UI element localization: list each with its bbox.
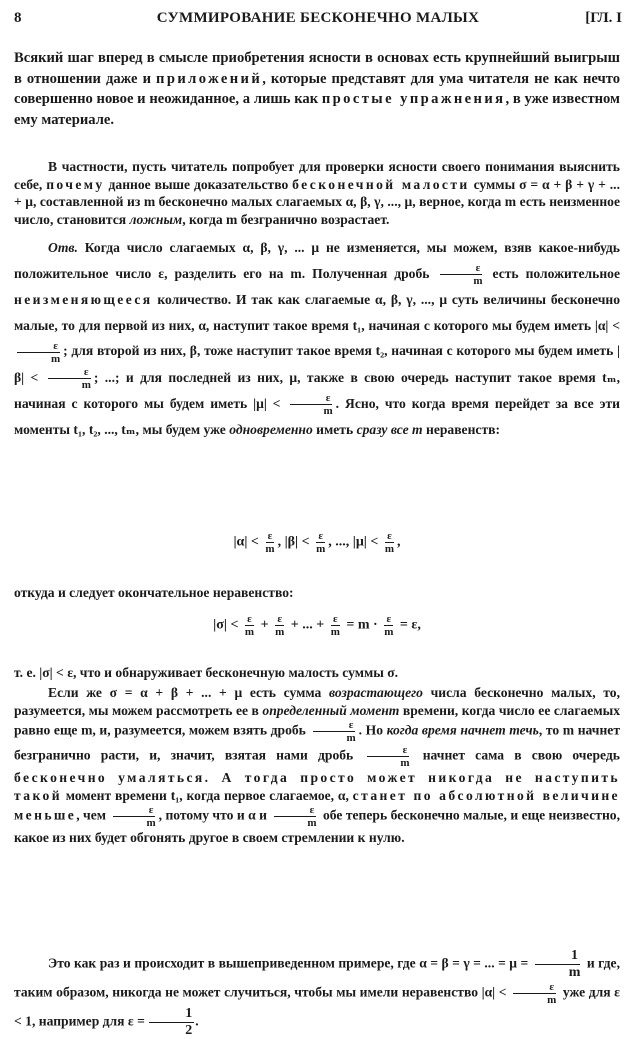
- paragraph-1: Всякий шаг вперед в смысле приобретения ясности в основах есть крупнейший выигрыш в отношении даже и приложений, которые представят для ума читателя не как нечто совершенно новое и неожиданное, а лишь как простые упражнения, в уже известном ему материале.: [14, 50, 620, 128]
- running-title: СУММИРОВАНИЕ БЕСКОНЕЧНО МАЛЫХ: [156, 10, 480, 26]
- spaced-text: станет по абсолютной величине меньше: [14, 787, 620, 823]
- fraction-one-half: $\frac{1}{2}$: [149, 1006, 194, 1039]
- spaced-text: бесконечной малости: [292, 176, 470, 192]
- fraction-eps-m: $\frac{\varepsilon}{m}$: [330, 613, 340, 638]
- italic-text: когда время начнет течь: [386, 722, 539, 738]
- paragraph-3-answer: Отв. Когда число слагаемых α, β, γ, ... μ не изменяется, мы можем, взяв какое-нибудь положительное число ε, разделить его на m. Полученная дробь $\frac{\varepsilon}{m}$ есть положительное неизменяющееся количество. И так как слагаемые α, β, γ, ..., μ суть величины бесконечно малые, то для первой из них, α, наступит такое время t₁, начиная с которого мы будем иметь |α| < $\frac{\varepsilon}{m}$ ; для второй из них, β, тоже наступит такое время t₂, начиная с которого мы будем иметь |β| < $\frac{\varepsilon}{m}$ ; ...; и для последней из них, μ, также в свою очередь наступит такое время tₘ, начиная с которого мы будем иметь |μ| < $\frac{\varepsilon}{m}$ . Ясно, что когда время перейдет за все эти моменты t₁, t₂, ..., tₘ, мы будем уже одновременно иметь сразу все m неравенств:: [14, 240, 621, 438]
- fraction-one-over-m: $\frac{1}{m}$: [533, 948, 583, 981]
- fraction-eps-m: $\frac{\varepsilon}{m}$: [110, 804, 157, 829]
- text-line: откуда и следует окончательное неравенство:: [14, 585, 294, 600]
- answer-label: Отв.: [48, 240, 78, 255]
- fraction-eps-m: $\frac{\varepsilon}{m}$: [288, 392, 335, 417]
- fraction-eps-m: $\frac{\varepsilon}{m}$: [265, 530, 275, 555]
- spaced-text: неизменяющееся: [14, 291, 153, 307]
- chapter-label: [ГЛ. I: [585, 10, 622, 26]
- italic-text: сразу все m: [356, 422, 423, 438]
- page-number: 8: [14, 10, 22, 26]
- fraction-eps-m: $\frac{\varepsilon}{m}$: [384, 613, 394, 638]
- paragraph-4: Если же σ = α + β + ... + μ есть сумма возрастающего числа бесконечно малых, то, разумеется, мы можем рассмотреть ее в определенный момент времени, когда число ее слагаемых равно еще m, и, разумеется, можем взять дробь $\frac{\varepsilon}{m}$ . Но когда время начнет течь, то m начнет безгранично расти, и, значит, взятая нами дробь $\frac{\varepsilon}{m}$ начнет сама в свою очередь бесконечно умаляться. А тогда просто может никогда не наступить такой момент времени t₁, когда первое слагаемое, α, станет по абсолютной величине меньше, чем $\frac{\varepsilon}{m}$ , потому что и α и $\frac{\varepsilon}{m}$ обе теперь бесконечно малые, и еще неизвестно, какое из них будет обгонять другое в своем стремлении к нулю.: [14, 685, 621, 846]
- formula-inequalities: |α| < $\frac{\varepsilon}{m}$ , |β| < $\frac{\varepsilon}{m}$ , ..., |μ| < $\frac{\varepsilon}{m}$ ,: [233, 530, 401, 555]
- fraction-eps-m: $\frac{\varepsilon}{m}$: [275, 613, 285, 638]
- spaced-text: приложений: [156, 70, 263, 87]
- italic-text: ложным: [129, 211, 183, 227]
- fraction-eps-m: $\frac{\varepsilon}{m}$: [384, 530, 395, 555]
- fraction-eps-m: $\frac{\varepsilon}{m}$: [437, 262, 484, 287]
- fraction-eps-m: $\frac{\varepsilon}{m}$: [15, 340, 62, 365]
- text-line: т. е. |σ| < ε, что и обнаруживает бесконечную малость суммы σ.: [14, 665, 399, 680]
- spaced-text: бесконечно умаляться. А тогда просто может никогда не наступить такой: [14, 770, 620, 803]
- fraction-eps-m: $\frac{\varepsilon}{m}$: [316, 530, 326, 555]
- fraction-eps-m: $\frac{\varepsilon}{m}$: [271, 804, 318, 829]
- italic-text: одновременно: [229, 422, 313, 438]
- spaced-text: простые упражнения: [321, 91, 506, 107]
- fraction-eps-m: $\frac{\varepsilon}{m}$: [46, 366, 93, 391]
- formula-final-inequality: |σ| < $\frac{\varepsilon}{m}$ + $\frac{\varepsilon}{m}$ + ... + $\frac{\varepsilon}{m}$ = m · $\frac{\varepsilon}{m}$ = ε,: [213, 613, 421, 638]
- spaced-text: почему: [46, 176, 105, 192]
- paragraph-2: В частности, пусть читатель попробует для проверки ясности своего понимания выяснить себе, почему данное выше доказательство бесконечной малости суммы σ = α + β + γ + ... + μ, составленной из m бесконечно малых слагаемых α, β, γ, ..., μ, верное, когда m есть неизменное число, становится ложным, когда m безгранично возрастает.: [14, 159, 620, 227]
- paragraph-5: Это как раз и происходит в вышеприведенном примере, где α = β = γ = ... = μ = $\frac{1}{m}$ и где, таким образом, никогда не может случиться, чтобы мы имели неравенство |α| < $\frac{\varepsilon}{m}$ уже для ε < 1, например для ε = $\frac{1}{2}$ .: [14, 948, 620, 1038]
- fraction-eps-m: $\frac{\varepsilon}{m}$: [244, 613, 255, 638]
- fraction-eps-m: $\frac{\varepsilon}{m}$: [511, 981, 558, 1006]
- italic-text: определенный момент: [262, 702, 400, 718]
- fraction-eps-m: $\frac{\varepsilon}{m}$: [364, 744, 411, 769]
- italic-text: возрастающего: [329, 685, 423, 700]
- fraction-eps-m: $\frac{\varepsilon}{m}$: [310, 719, 357, 744]
- running-header: [14, 10, 622, 32]
